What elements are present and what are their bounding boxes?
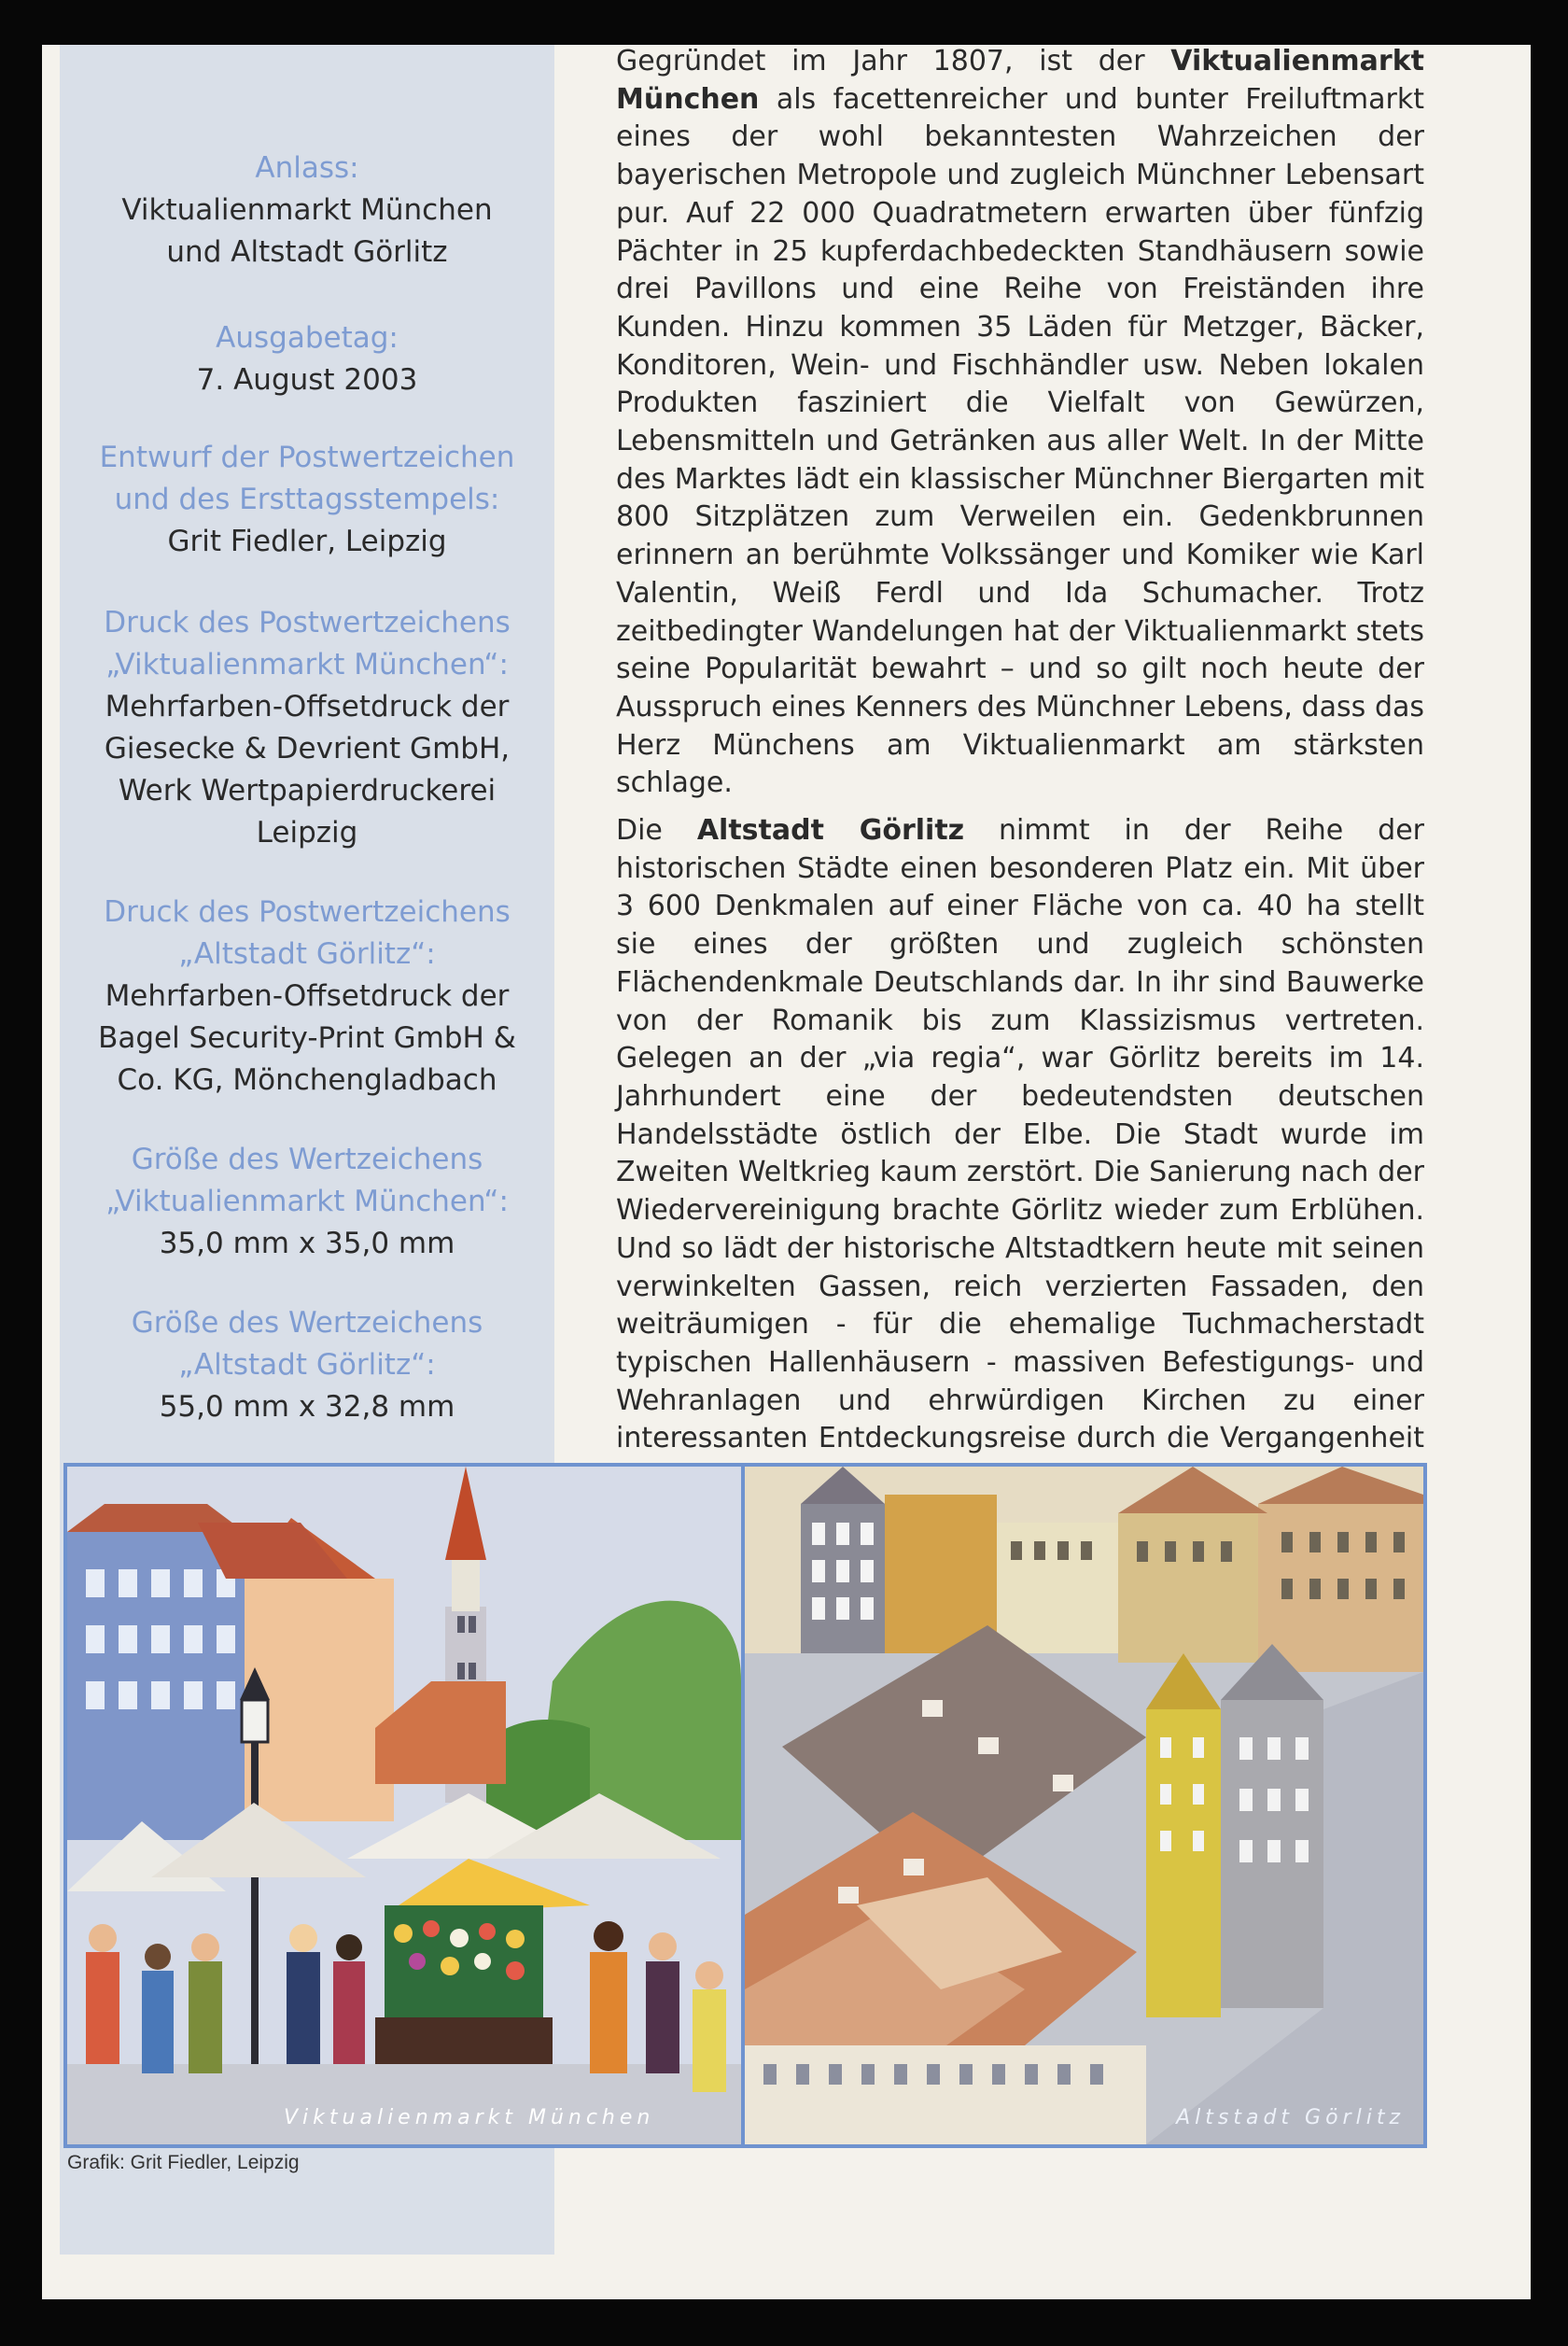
print-goerlitz-block	[60, 892, 554, 1102]
occasion-block	[60, 148, 554, 274]
size-goerlitz-block	[60, 1302, 554, 1428]
print-munich-value-1: Mehrfarben-Offsetdruck der	[105, 690, 510, 723]
paragraph-munich-bold: Viktualienmarkt München	[616, 45, 1424, 116]
size-goerlitz-label-1: Größe des Wertzeichens	[131, 1306, 483, 1340]
size-goerlitz-label-2: „Altstadt Görlitz“:	[178, 1348, 436, 1382]
size-munich-label-1: Größe des Wertzeichens	[131, 1143, 483, 1176]
size-munich-value: 35,0 mm x 35,0 mm	[159, 1227, 455, 1260]
paragraph-munich-text: als facettenreicher und bunter Freiluftmarkt eines der wohl bekanntesten Wahrzeichen der bayerischen Metropole und zugleich Münchner Lebensart pur. Auf 22 000 Quadratmetern erwarten über fünfzig Pächter in 25 kupferdachbedeckten Standhäusern sowie drei Pavillons und eine Reihe von Freiständen ihre Kunden. Hinzu kommen 35 Läden für Metzger, Bäcker, Konditoren, Wein- und Fischhändler usw. Neben lokalen Produkten fasziniert die Vielfalt von Gewürzen, Lebensmitteln und Getränken aus aller Welt. In der Mitte des Marktes lädt ein klassischer Münchner Biergarten mit 800 Sitzplätzen zum Verweilen ein. Gedenkbrunnen erinnern an berühmte Volkssänger und Komiker wie Karl Valentin, Weiß Ferdl und Ida Schumacher. Trotz zeitbedingter Wandelungen hat der Viktualienmarkt stets seine Popularität bewahrt – und so gilt noch heute der Ausspruch eines Kenners des Münchner Lebens, dass das Herz Münchens am Viktualienmarkt am stärksten schlage.	[616, 82, 1424, 800]
issue-date-label: Ausgabetag:	[216, 321, 399, 355]
viktualienmarkt-illustration	[67, 1467, 741, 2144]
old-town-graphic	[745, 1467, 1423, 2144]
occasion-line-1: Viktualienmarkt München	[121, 193, 493, 227]
graphic-credit: Grafik: Grit Fiedler, Leipzig	[67, 2152, 300, 2173]
size-goerlitz-value: 55,0 mm x 32,8 mm	[159, 1390, 455, 1424]
print-munich-block	[60, 602, 554, 854]
design-block	[60, 437, 554, 563]
paragraph-goerlitz-intro: Die	[616, 814, 697, 848]
goerlitz-illustration	[745, 1467, 1423, 2144]
print-munich-value-4: Leipzig	[256, 816, 358, 850]
print-munich-label-2: „Viktualienmarkt München“:	[105, 648, 509, 681]
print-goerlitz-value-3: Co. KG, Mönchengladbach	[117, 1063, 497, 1097]
stamp-illustrations	[63, 1463, 1427, 2148]
article-body	[616, 43, 1424, 1496]
munich-caption: Viktualienmarkt München	[284, 2106, 655, 2129]
print-goerlitz-value-1: Mehrfarben-Offsetdruck der	[105, 979, 510, 1013]
print-goerlitz-label-2: „Altstadt Görlitz“:	[178, 937, 436, 971]
print-munich-label-1: Druck des Postwertzeichens	[104, 606, 511, 639]
issue-date-block	[60, 317, 554, 401]
design-value: Grit Fiedler, Leipzig	[167, 525, 447, 558]
paragraph-munich-intro: Gegründet im Jahr 1807, ist der	[616, 45, 1171, 77]
occasion-label: Anlass:	[255, 151, 359, 185]
design-label-2: und des Ersttagsstempels:	[114, 483, 500, 516]
print-munich-value-3: Werk Wertpapierdruckerei	[118, 774, 497, 808]
print-munich-value-2: Giesecke & Devrient GmbH,	[104, 732, 511, 766]
size-munich-block	[60, 1139, 554, 1265]
market-scene-graphic	[67, 1467, 741, 2144]
print-goerlitz-label-1: Druck des Postwertzeichens	[104, 895, 511, 929]
occasion-line-2: und Altstadt Görlitz	[166, 235, 448, 269]
paragraph-goerlitz	[616, 812, 1424, 1496]
design-label-1: Entwurf der Postwertzeichen	[99, 441, 515, 474]
paragraph-goerlitz-bold: Altstadt Görlitz	[696, 814, 965, 848]
print-goerlitz-value-2: Bagel Security-Print GmbH &	[98, 1021, 516, 1055]
paragraph-goerlitz-text: nimmt in der Reihe der historischen Städte einen besonderen Platz ein. Mit über 3 600 Denkmalen auf einer Fläche von ca. 40 ha stellt sie eines der größten und zugleich schönsten Flächendenkmale Deutschlands dar. In ihr sind Bauwerke von der Romanik bis zum Klassizismus vertreten. Gelegen an der „via regia“, war Görlitz bereits im 14. Jahrhundert eine der bedeutendsten deutschen Handelsstädte östlich der Elbe. Die Stadt wurde im Zweiten Weltkrieg kaum zerstört. Die Sanierung nach der Wiedervereinigung brachte Görlitz wieder zum Erblühen. Und so lädt der historische Altstadtkern heute mit seinen verwinkelten Gassen, reich verzierten Fassaden, den weiträumigen - für die ehemalige Tuchmacherstadt typischen Hallenhäusern - massiven Befestigungs- und Wehranlagen und ehrwürdigen Kirchen zu einer interessanten Entdeckungsreise durch die Vergangenheit	[616, 814, 1424, 1455]
paragraph-munich	[616, 43, 1424, 803]
issue-date-value: 7. August 2003	[196, 363, 418, 397]
size-munich-label-2: „Viktualienmarkt München“:	[105, 1185, 509, 1218]
goerlitz-caption: Altstadt Görlitz	[1176, 2106, 1405, 2129]
